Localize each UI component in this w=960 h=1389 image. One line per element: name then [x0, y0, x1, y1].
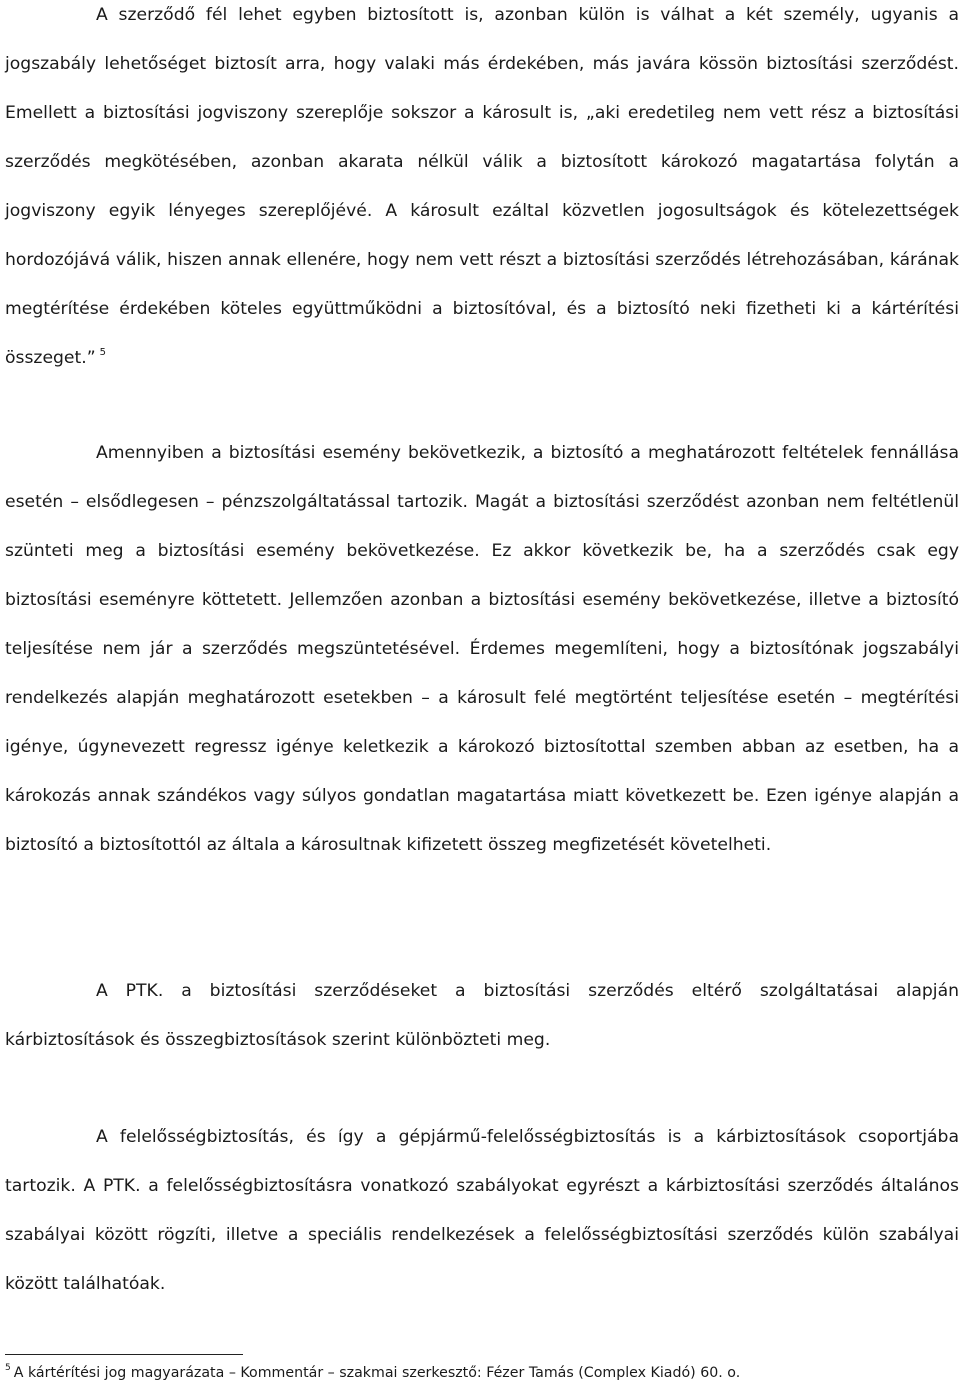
footnote-number: 5	[5, 1363, 11, 1373]
paragraph-text: A szerződő fél lehet egyben biztosított is, azonban külön is válhat a két személy, ugyanis a jogszabály lehetőséget biztosít arra, hogy valaki más érdekében, más javára kössön biztosítási szerződést. Emellett a biztosítási jogviszony szereplője sokszor a károsult is, „aki eredetileg nem vett rész a biztosítási szerződés megkötésében, azonban akarata nélkül válik a biztosított károkozó magatartása folytán a jogviszony egyik lényeges szereplőjévé. A károsult ezáltal közvetlen jogosultságok és kötelezettségek hordozójává válik, hiszen annak ellenére, hogy nem vett részt a biztosítási szerződés létrehozásában, kárának megtérítése érdekében köteles együttműködni a biztosítóval, és a biztosító neki fizetheti ki a kártérítési összeget.”	[5, 5, 959, 368]
paragraph-insurance-event	[5, 429, 959, 870]
paragraph-text: A PTK. a biztosítási szerződéseket a biztosítási szerződés eltérő szolgáltatásai alapján kárbiztosítások és összegbiztosítások szerint különbözteti meg.	[5, 981, 959, 1050]
paragraph-text: Amennyiben a biztosítási esemény bekövetkezik, a biztosító a meghatározott feltételek fennállása esetén – elsődlegesen – pénzszolgáltatással tartozik. Magát a biztosítási szerződést azonban nem feltétlenül szünteti meg a biztosítási esemény bekövetkezése. Ez akkor következik be, ha a szerződés csak egy biztosítási eseményre köttetett. Jellemzően azonban a biztosítási esemény bekövetkezése, illetve a biztosító teljesítése nem jár a szerződés megszüntetésével. Érdemes megemlíteni, hogy a biztosítónak jogszabályi rendelkezés alapján meghatározott esetekben – a károsult felé megtörtént teljesítése esetén – megtérítési igénye, úgynevezett regressz igénye keletkezik a károkozó biztosítottal szemben abban az esetben, ha a károkozás annak szándékos vagy súlyos gondatlan magatartása miatt következett be. Ezen igénye alapján a biztosító a biztosítottól az általa a károsultnak kifizetett összeg megfizetését követelheti.	[5, 443, 959, 855]
paragraph-insured-parties	[5, 0, 959, 383]
footnote-reference[interactable]: 5	[99, 347, 106, 358]
paragraph-liability-insurance	[5, 1113, 959, 1309]
footnote	[5, 1362, 955, 1384]
footnote-separator	[5, 1354, 243, 1355]
footnote-text: A kártérítési jog magyarázata – Kommentár – szakmai szerkesztő: Fézer Tamás (Complex Kiadó) 60. o.	[13, 1365, 741, 1381]
paragraph-ptk-classification	[5, 967, 959, 1065]
paragraph-text: A felelősségbiztosítás, és így a gépjármű-felelősségbiztosítás is a kárbiztosítások csoportjába tartozik. A PTK. a felelősségbiztosításra vonatkozó szabályokat egyrészt a kárbiztosítási szerződés általános szabályai között rögzíti, illetve a speciális rendelkezések a felelősségbiztosítási szerződés külön szabályai között találhatóak.	[5, 1127, 959, 1294]
